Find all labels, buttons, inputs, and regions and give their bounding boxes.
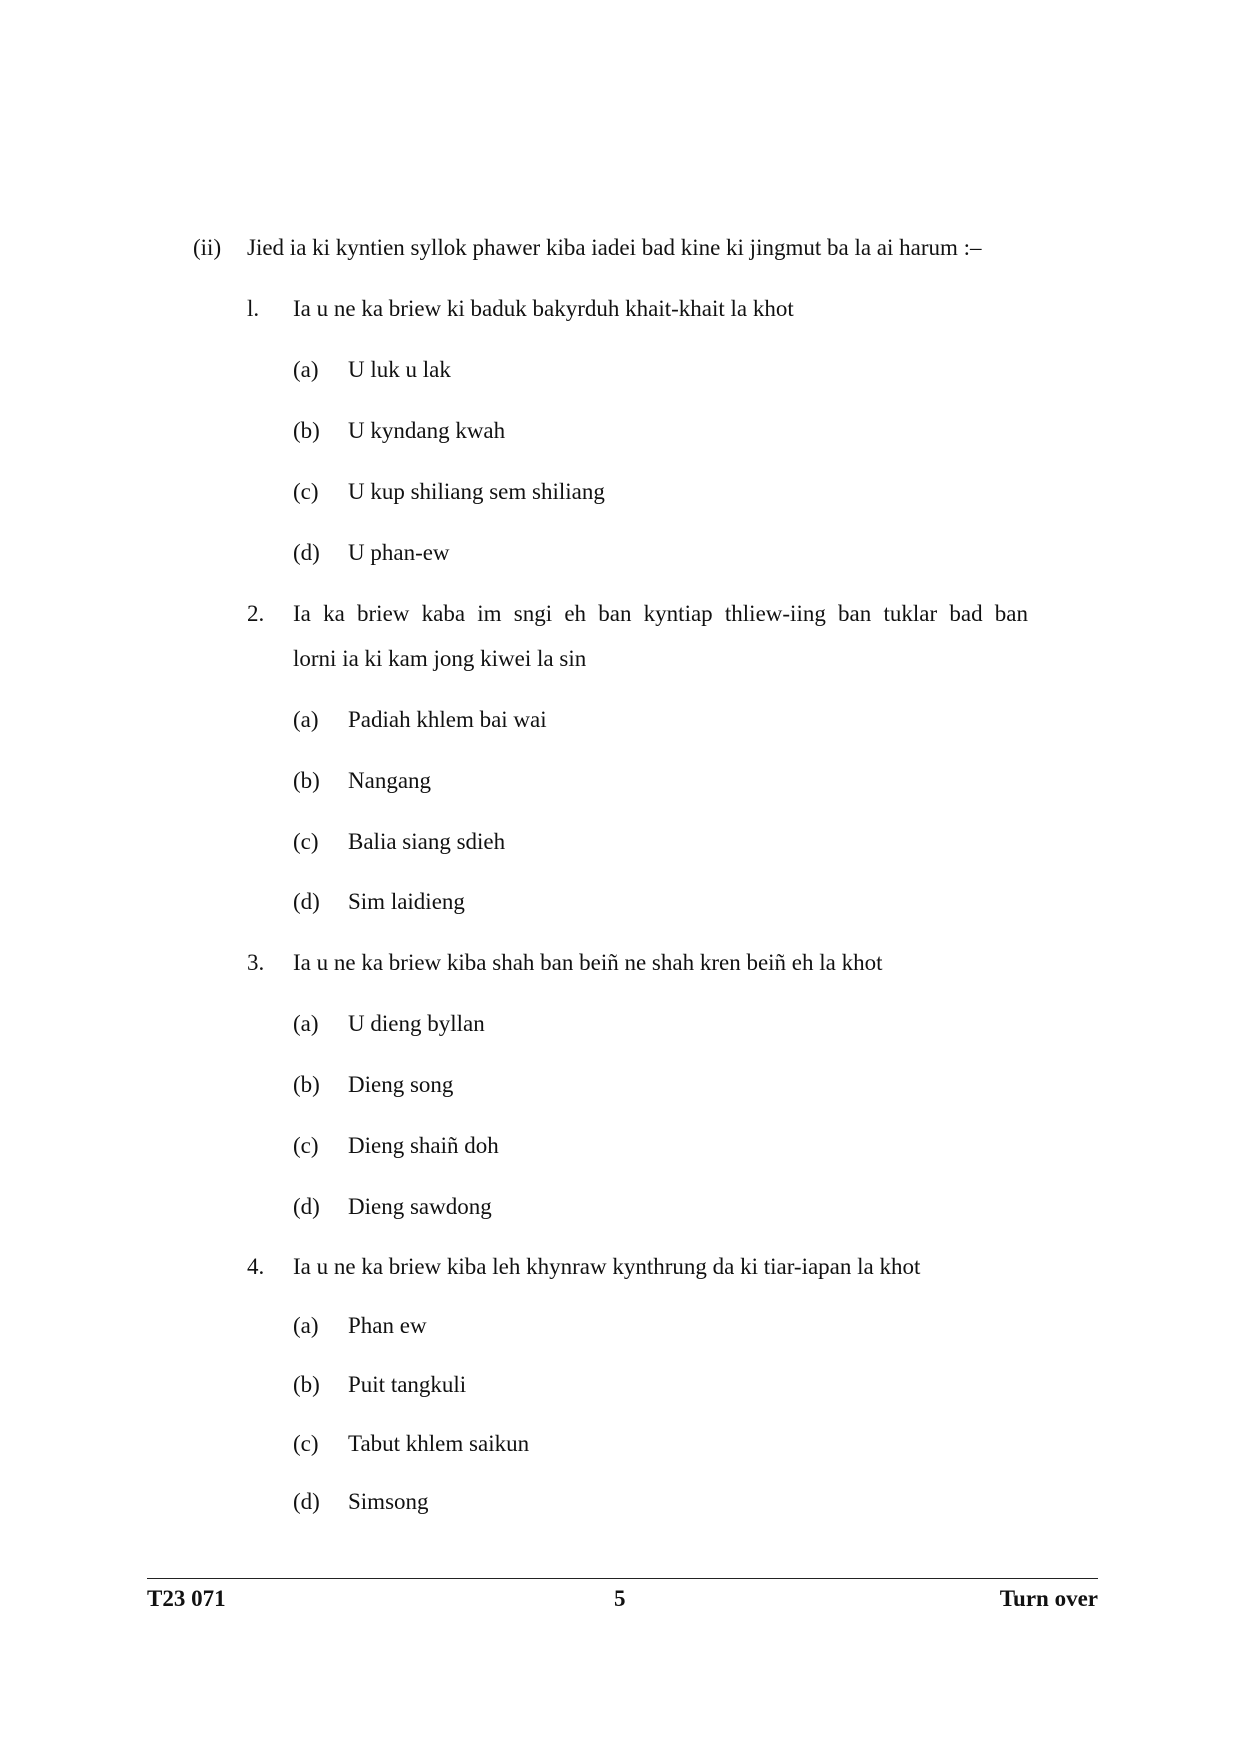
turn-over-label: Turn over bbox=[999, 1586, 1098, 1611]
question-number: l. bbox=[247, 296, 260, 321]
option-letter: (b) bbox=[293, 418, 320, 443]
option-text: U kyndang kwah bbox=[348, 418, 506, 443]
option-text: Simsong bbox=[348, 1489, 429, 1514]
option-letter: (d) bbox=[293, 540, 320, 565]
option-letter: (a) bbox=[293, 1011, 319, 1036]
option-text: Dieng shaiñ doh bbox=[348, 1133, 499, 1158]
question-text-continued: lorni ia ki kam jong kiwei la sin bbox=[293, 646, 587, 671]
paper-code: T23 071 bbox=[147, 1586, 226, 1611]
option-text: U phan-ew bbox=[348, 540, 450, 565]
option-letter: (c) bbox=[293, 479, 319, 504]
question-number: 2. bbox=[247, 601, 265, 626]
option-letter: (b) bbox=[293, 1072, 320, 1097]
question-text: Ia u ne ka briew ki baduk bakyrduh khait-khait la khot bbox=[293, 296, 794, 321]
option-text: Puit tangkuli bbox=[348, 1372, 467, 1397]
section-number: (ii) bbox=[193, 235, 222, 260]
option-letter: (b) bbox=[293, 1372, 320, 1397]
option-text: Padiah khlem bai wai bbox=[348, 707, 547, 732]
option-letter: (a) bbox=[293, 357, 319, 382]
option-text: Dieng sawdong bbox=[348, 1194, 492, 1219]
option-text: Sim laidieng bbox=[348, 889, 465, 914]
option-letter: (c) bbox=[293, 829, 319, 854]
question-number: 4. bbox=[247, 1254, 265, 1279]
option-text: Tabut khlem saikun bbox=[348, 1431, 530, 1456]
option-letter: (c) bbox=[293, 1133, 319, 1158]
question-text: Ia u ne ka briew kiba shah ban beiñ ne shah kren beiñ eh la khot bbox=[293, 950, 883, 975]
option-text: Phan ew bbox=[348, 1313, 427, 1338]
option-letter: (b) bbox=[293, 768, 320, 793]
option-text: U kup shiliang sem shiliang bbox=[348, 479, 605, 504]
section-instruction: Jied ia ki kyntien syllok phawer kiba iadei bad kine ki jingmut ba la ai harum :– bbox=[247, 235, 982, 260]
footer-rule bbox=[147, 1578, 1098, 1579]
question-text: Ia ka briew kaba im sngi eh ban kyntiap thliew-iing ban tuklar bad ban bbox=[293, 601, 1028, 626]
option-text: Dieng song bbox=[348, 1072, 454, 1097]
option-text: Nangang bbox=[348, 768, 432, 793]
question-text: Ia u ne ka briew kiba leh khynraw kynthrung da ki tiar-iapan la khot bbox=[293, 1254, 921, 1279]
option-letter: (d) bbox=[293, 1194, 320, 1219]
option-text: U luk u lak bbox=[348, 357, 451, 382]
option-letter: (d) bbox=[293, 889, 320, 914]
option-text: U dieng byllan bbox=[348, 1011, 485, 1036]
option-letter: (c) bbox=[293, 1431, 319, 1456]
option-letter: (d) bbox=[293, 1489, 320, 1514]
page-number: 5 bbox=[614, 1586, 626, 1611]
question-number: 3. bbox=[247, 950, 265, 975]
option-letter: (a) bbox=[293, 707, 319, 732]
option-text: Balia siang sdieh bbox=[348, 829, 506, 854]
option-letter: (a) bbox=[293, 1313, 319, 1338]
